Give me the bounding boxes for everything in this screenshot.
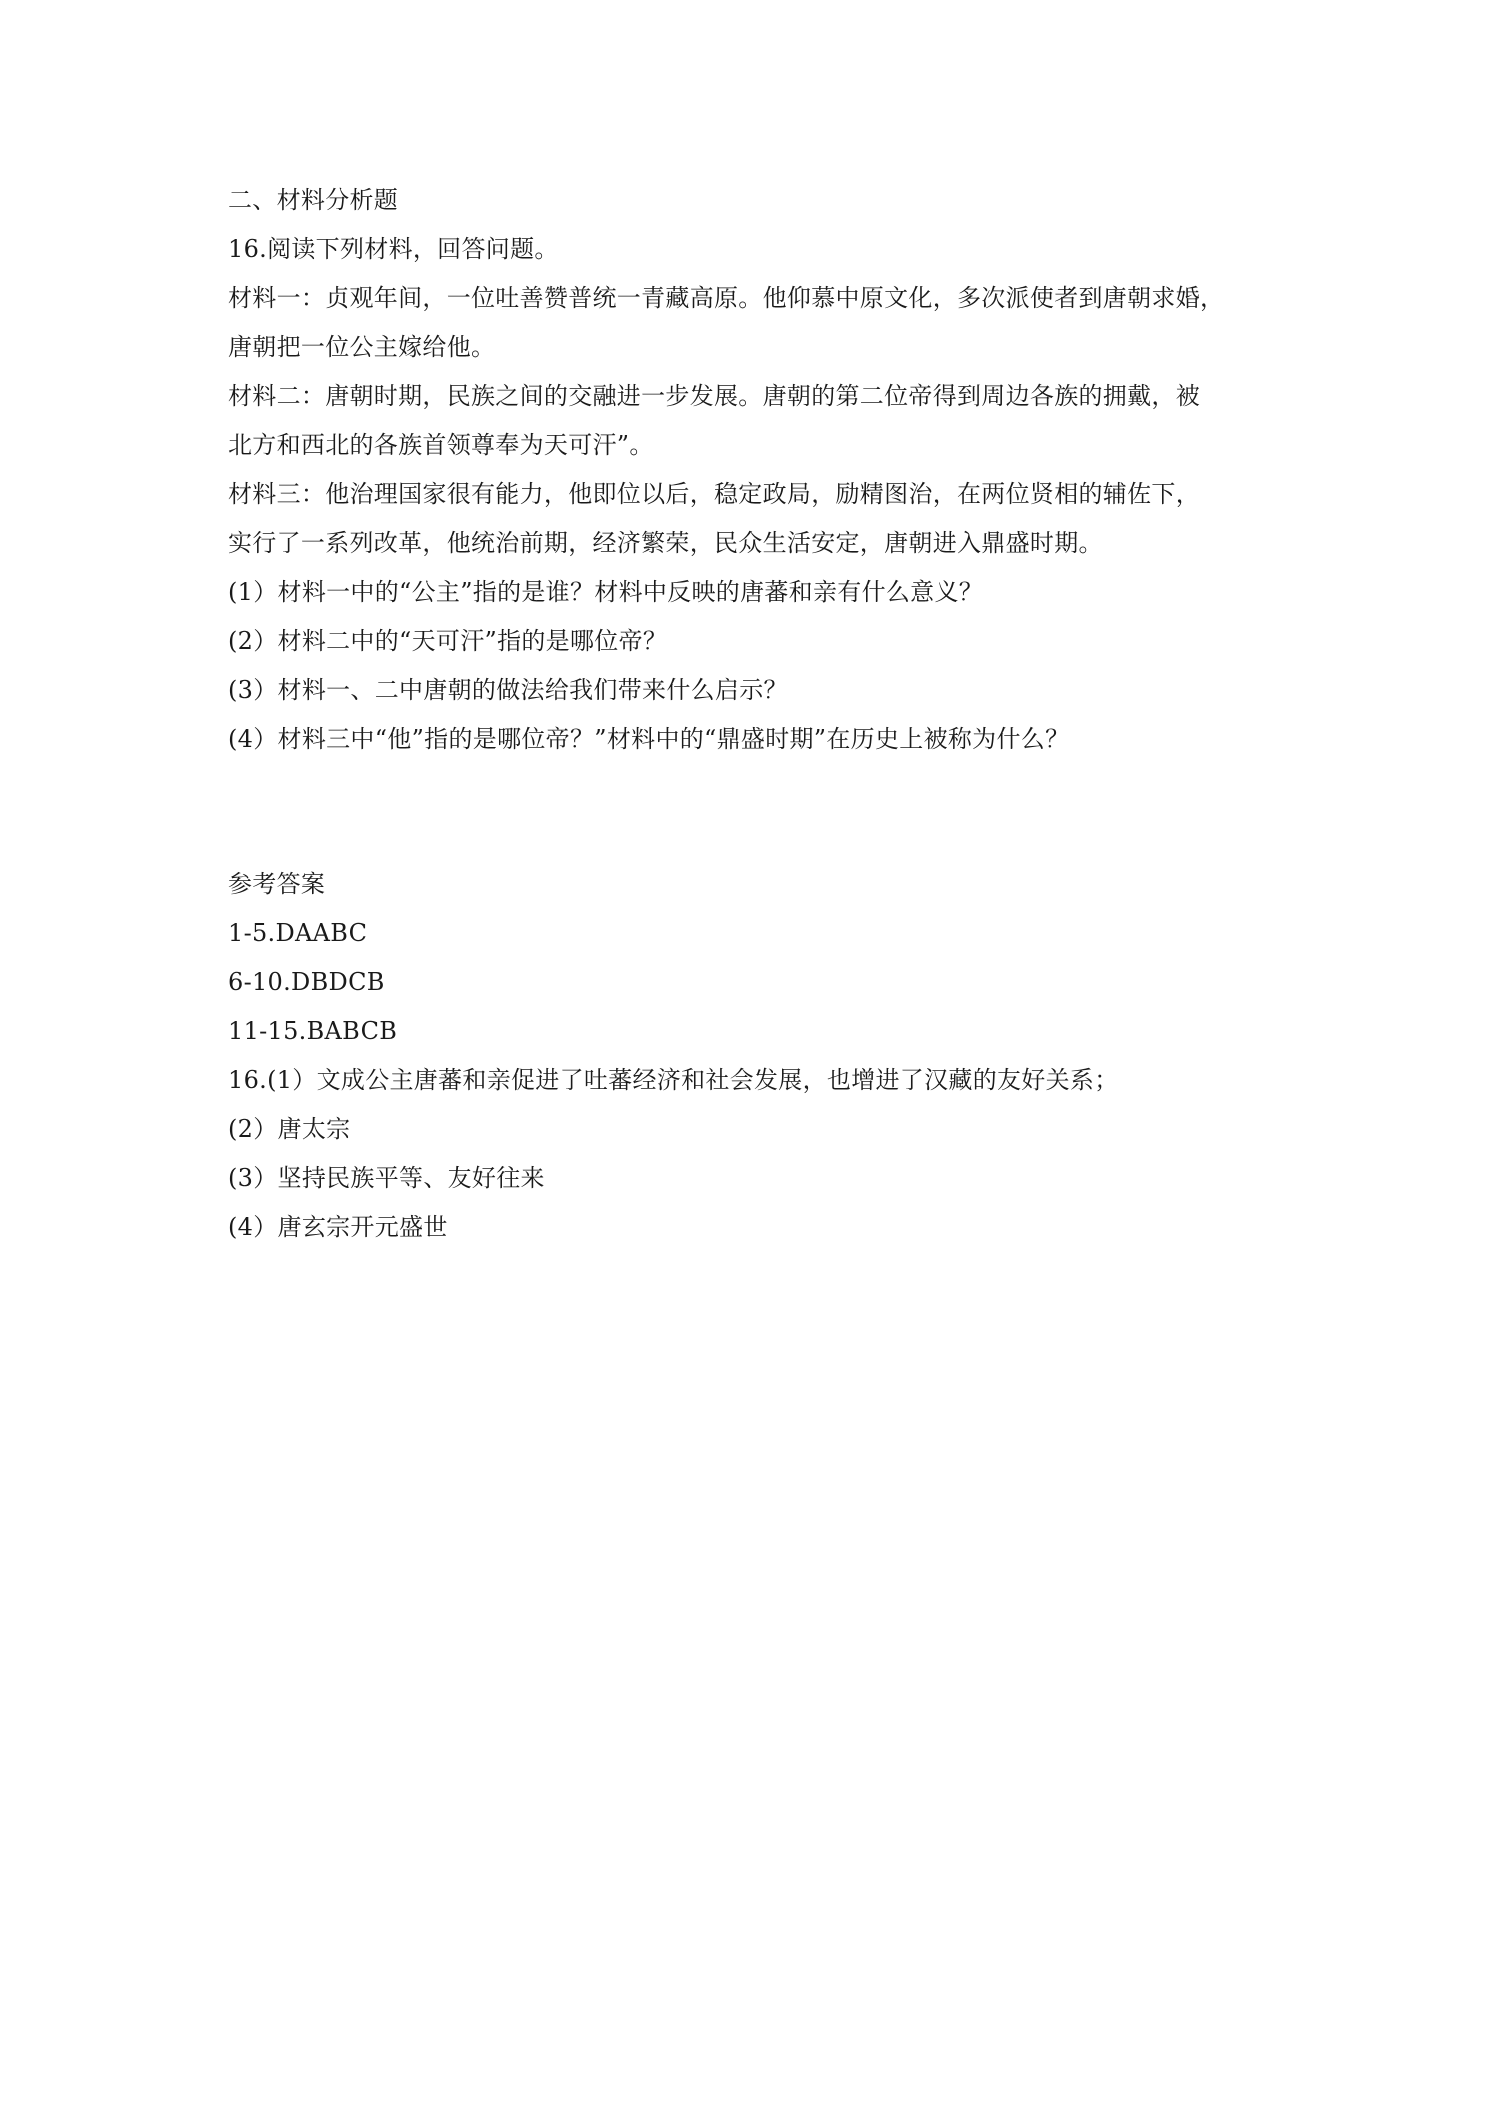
answer-16-2: (2）唐太宗 [228,1115,351,1143]
answer-6-10: 6-10.DBDCB [228,968,385,996]
section-spacer [228,764,1268,860]
material-2-line-2: 北方和西北的各族首领尊奉为天可汗”。 [228,431,654,459]
document-page [228,176,1268,1252]
question-2: (2）材料二中的“天可汗”指的是哪位帝？ [228,627,668,655]
question-title: 16.阅读下列材料，回答问题。 [228,235,559,263]
material-3-line-1: 材料三：他治理国家很有能力，他即位以后，稳定政局，励精图治，在两位贤相的辅佐下， [228,480,1200,508]
question-1: (1）材料一中的“公主”指的是谁？材料中反映的唐蕃和亲有什么意义？ [228,578,984,606]
material-1-line-2: 唐朝把一位公主嫁给他。 [228,333,496,361]
answer-16-4: (4）唐玄宗开元盛世 [228,1213,448,1241]
answer-1-5: 1-5.DAABC [228,919,368,947]
material-2-line-1: 材料二：唐朝时期，民族之间的交融进一步发展。唐朝的第二位帝得到周边各族的拥戴，被 [228,382,1200,410]
answers-heading: 参考答案 [228,870,326,898]
question-4: (4）材料三中“他”指的是哪位帝？”材料中的“鼎盛时期”在历史上被称为什么？ [228,725,1070,753]
answer-16-1: 16.(1）文成公主唐蕃和亲促进了吐蕃经济和社会发展，也增进了汉藏的友好关系； [228,1066,1119,1094]
section-heading: 二、材料分析题 [228,186,399,214]
answer-11-15: 11-15.BABCB [228,1017,398,1045]
answer-16-3: (3）坚持民族平等、友好往来 [228,1164,545,1192]
material-3-line-2: 实行了一系列改革，他统治前期，经济繁荣，民众生活安定，唐朝进入鼎盛时期。 [228,529,1103,557]
question-3: (3）材料一、二中唐朝的做法给我们带来什么启示？ [228,676,788,704]
material-1-line-1: 材料一：贞观年间，一位吐善赞普统一青藏高原。他仰慕中原文化，多次派使者到唐朝求婚， [228,284,1225,312]
